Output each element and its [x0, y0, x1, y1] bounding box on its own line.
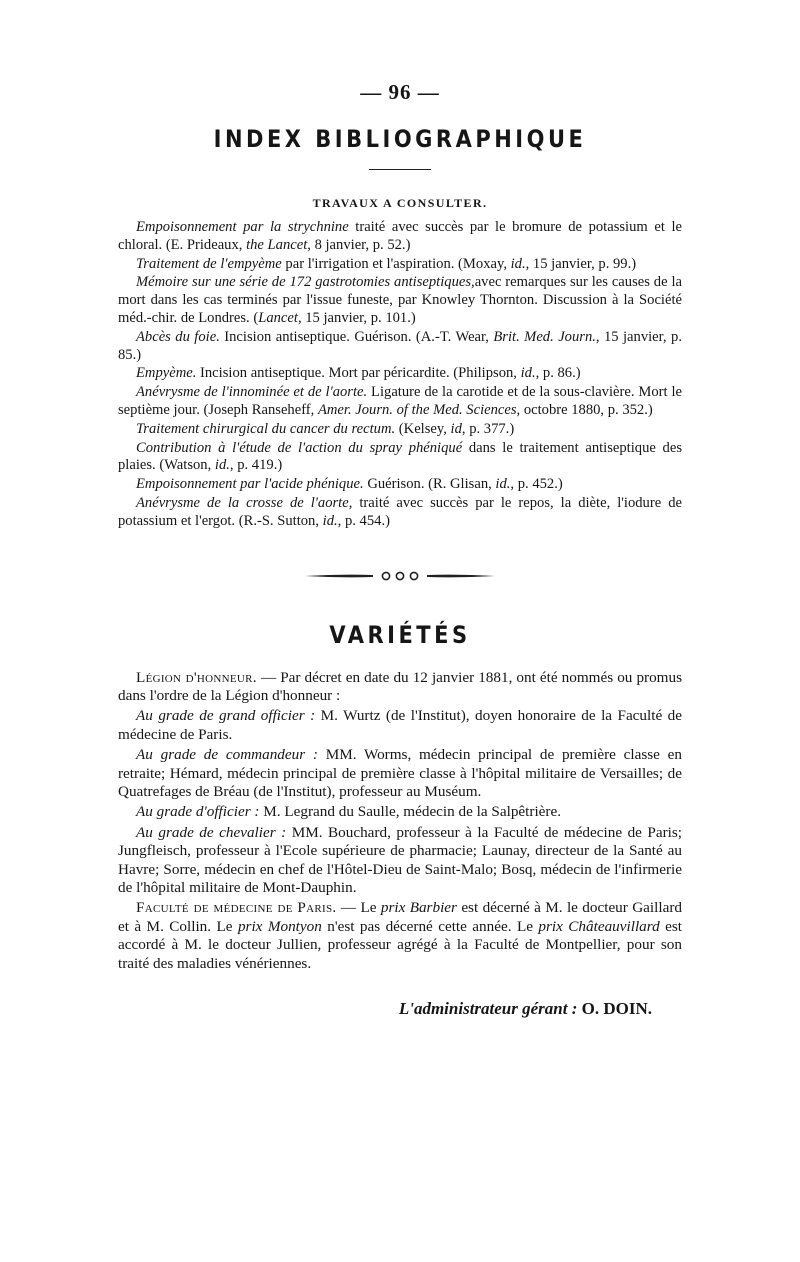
- title-rule: [369, 169, 431, 170]
- paragraph-faculte-medecine: Faculté de médecine de Paris. — Le prix Barbier est décerné à M. le docteur Gaillard et à M. Collin. Le prix Montyon n'est pas décerné cette année. Le prix Châteauvillard est accordé à M. le docteur Jullien, professeur agrégé à la Faculté de Montpellier, pour son traité des maladies vénériennes.: [118, 899, 683, 972]
- entry-source: Lancet: [258, 309, 298, 326]
- entry-source: id.: [214, 457, 230, 474]
- entry-source: id.: [510, 255, 526, 272]
- entry-title: Anévrysme de la crosse de l'aorte,: [136, 494, 353, 511]
- bibliography-entry: Traitement de l'empyème par l'irrigation et l'aspiration. (Moxay, id., 15 janvier, p. 99.): [136, 255, 637, 272]
- paragraph-commandeur: Au grade de commandeur : MM. Worms, médecin principal de première classe en retraite; Hémard, médecin principal de première classe à l'hôpital militaire de Versailles; de Quatrefages de Bréau (de l'Institut), professeur au Muséum.: [118, 746, 682, 800]
- bibliography-entry: Empoisonnement par la strychnine traité avec succès par le bromure de potassium et le chloral. (E. Prideaux, the Lancet, 8 janvier, p. 52.): [118, 219, 682, 253]
- paragraph-grand-officier: Au grade de grand officier : M. Wurtz (de l'Institut), doyen honoraire de la Faculté de médecine de Paris.: [118, 707, 682, 743]
- paragraph-legion-honneur: Légion d'honneur. — Par décret en date du 12 janvier 1881, ont été nommés ou promus dans l'ordre de la Légion d'honneur :: [118, 668, 683, 704]
- paragraph-chevalier: Au grade de chevalier : MM. Bouchard, professeur à la Faculté de médecine de Paris; Jungfleisch, professeur à l'Ecole supérieure de pharmacie; Launay, directeur de la Santé au Havre; Sorre, médecin en chef de l'Hôtel-Dieu de Saint-Malo; Bosq, médecin de l'infirmerie de l'hôpital militaire de Mont-Dauphin.: [118, 823, 682, 897]
- entry-source: id.: [322, 512, 338, 529]
- bibliography-entry: Abcès du foie. Incision antiseptique. Guérison. (A.-T. Wear, Brit. Med. Journ., 15 janvier, p. 85.): [118, 328, 682, 363]
- index-title: INDEX BIBLIOGRAPHIQUE: [213, 125, 587, 153]
- page: [118, 80, 682, 1019]
- index-subtitle: TRAVAUX A CONSULTER.: [312, 196, 488, 210]
- entry-source: id: [450, 420, 462, 437]
- entry-title: Empoisonnement par l'acide phénique.: [136, 476, 364, 493]
- entry-source: Brit. Med. Journ.: [493, 328, 596, 345]
- signature: [118, 999, 652, 1019]
- entry-source: the Lancet: [246, 236, 308, 253]
- bibliography-entry: Anévrysme de l'innominée et de l'aorte. Ligature de la carotide et de la sous-clavière. Mort le septième jour. (Joseph Ranseheff, Amer. Journ. of the Med. Sciences, octobre 1880, p. 352.): [118, 384, 682, 418]
- entry-title: Abcès du foie.: [136, 328, 220, 345]
- signature-name: O. DOIN.: [581, 999, 652, 1019]
- entry-title: Empoisonnement par la strychnine: [136, 219, 349, 235]
- entry-title: Mémoire sur une série de 172 gastrotomies antiseptiques,: [136, 274, 475, 291]
- bibliography-entry: Empyème. Incision antiseptique. Mort par péricardite. (Philipson, id., p. 86.): [136, 365, 581, 382]
- bibliography-entry: Contribution à l'étude de l'action du spray phéniqué dans le traitement antiseptique des plaies. (Watson, id., p. 419.): [118, 439, 682, 474]
- entry-title: Traitement de l'empyème: [136, 255, 282, 272]
- bibliography-entry: Traitement chirurgical du cancer du rectum. (Kelsey, id, p. 377.): [136, 420, 515, 437]
- varietes-title: VARIÉTÉS: [329, 620, 471, 649]
- bibliography-entry: Empoisonnement par l'acide phénique. Guérison. (R. Glisan, id., p. 452.): [136, 476, 563, 493]
- page-number: — 96 —: [360, 80, 440, 104]
- bibliography-list: [118, 219, 682, 531]
- bibliography-entry: Anévrysme de la crosse de l'aorte, traité avec succès par le repos, la diète, l'iodure de potassium et l'ergot. (R.-S. Sutton, id., p. 454.): [118, 494, 682, 529]
- ornament-divider-icon: [295, 570, 505, 582]
- varietes-body: [118, 669, 682, 974]
- ornament-divider: [118, 569, 682, 587]
- bibliography-entry: Mémoire sur une série de 172 gastrotomies antiseptiques,avec remarques sur les causes de la mort dans les cas terminés par l'issue funeste, par Knowley Thornton. Discussion à la Société méd.-chir. de Londres. (Lancet, 15 janvier, p. 101.): [118, 274, 682, 326]
- entry-source: id.: [495, 476, 511, 493]
- entry-title: Anévrysme de l'innominée et de l'aorte.: [136, 384, 368, 401]
- entry-title: Empyème.: [136, 365, 197, 382]
- entry-source: id.: [520, 365, 536, 382]
- signature-label: L'administrateur gérant :: [398, 999, 578, 1019]
- entry-source: Amer. Journ. of the Med. Sciences: [317, 401, 517, 418]
- paragraph-officier: Au grade d'officier : M. Legrand du Saulle, médecin de la Salpêtrière.: [136, 803, 562, 821]
- entry-title: Contribution à l'étude de l'action du spray phéniqué: [136, 439, 463, 456]
- entry-title: Traitement chirurgical du cancer du rectum.: [136, 420, 396, 437]
